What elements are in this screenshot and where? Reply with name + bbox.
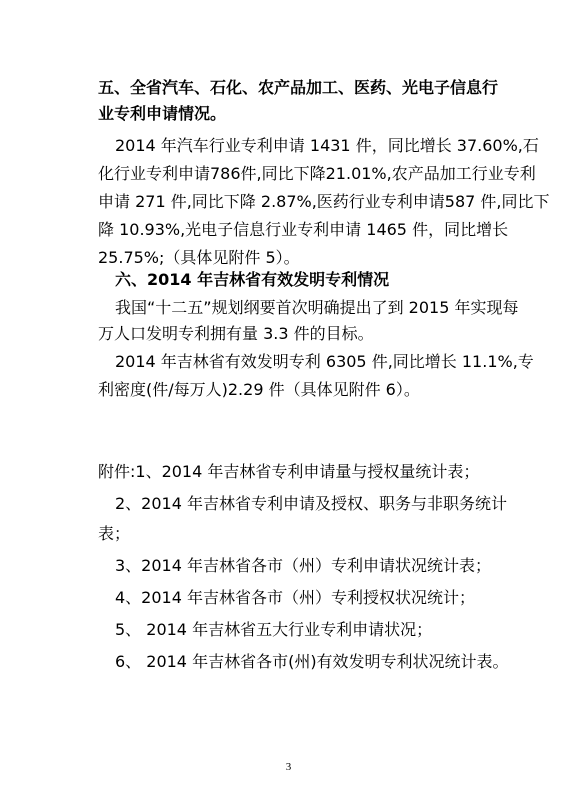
section5-body-line: 2014 年汽车行业专利申请 1431 件，同比增长 37.60%,石 <box>115 136 539 155</box>
attachment-item: 4、2014 年吉林省各市（州）专利授权状况统计； <box>115 588 475 607</box>
section6-para1-line: 万人口发明专利拥有量 3.3 件的目标。 <box>98 324 374 343</box>
attachment-item: 6、 2014 年吉林省各市(州)有效发明专利状况统计表。 <box>115 652 509 671</box>
section5-body-line: 降 10.93%,光电子信息行业专利申请 1465 件，同比增长 <box>98 220 509 239</box>
section5-heading-line2: 业专利申请情况。 <box>98 104 227 123</box>
page-number: 3 <box>285 761 292 773</box>
section6-para2-line: 2014 年吉林省有效发明专利 6305 件,同比增长 11.1%,专 <box>115 352 534 371</box>
attachment-item: 2、2014 年吉林省专利申请及授权、职务与非职务统计 <box>115 494 507 513</box>
attachment-item: 3、2014 年吉林省各市（州）专利申请状况统计表； <box>115 556 491 575</box>
section5-heading-line1: 五、全省汽车、石化、农产品加工、医药、光电子信息行 <box>98 78 499 97</box>
section6-para2-line: 利密度(件/每万人)2.29 件（具体见附件 6）。 <box>98 380 420 399</box>
section6-para1-line: 我国“十二五”规划纲要首次明确提出了到 2015 年实现每 <box>115 298 519 317</box>
section5-body-line: 化行业专利申请786件,同比下降21.01%,农产品加工行业专利 <box>98 164 536 183</box>
attachment-item: 5、 2014 年吉林省五大行业专利申请状况； <box>115 620 433 639</box>
attachment-item: 附件:1、2014 年吉林省专利申请量与授权量统计表； <box>98 462 480 481</box>
section6-heading: 六、2014 年吉林省有效发明专利情况 <box>115 270 390 289</box>
section5-body-line: 申请 271 件,同比下降 2.87%,医药行业专利申请587 件,同比下 <box>98 192 550 211</box>
section5-body-line: 25.75%;（具体见附件 5）。 <box>98 248 300 267</box>
attachment-item: 表； <box>98 524 131 543</box>
